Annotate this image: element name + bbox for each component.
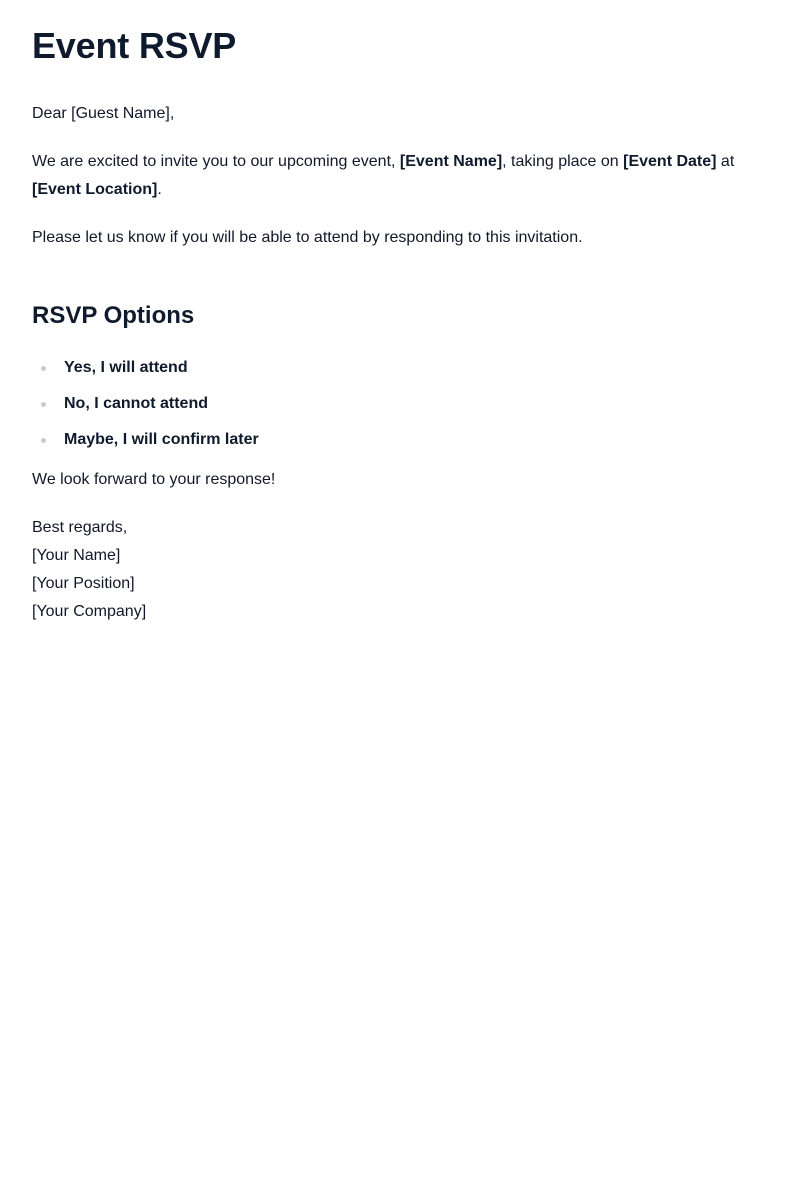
rsvp-option-maybe <box>32 426 768 454</box>
greeting-text: Dear [Guest Name], <box>32 105 175 122</box>
rsvp-option-label: Maybe, I will confirm later <box>64 431 259 448</box>
response-request-text: Please let us know if you will be able to attend by responding to this invitation. <box>32 229 583 246</box>
closing-text: We look forward to your response! <box>32 471 276 488</box>
invitation-paragraph <box>32 148 768 204</box>
rsvp-options-list <box>32 354 768 454</box>
sender-name: [Your Name] <box>32 547 121 564</box>
bullet-icon <box>41 366 46 371</box>
regards-text: Best regards, <box>32 519 128 536</box>
bullet-icon <box>41 438 46 443</box>
sender-company: [Your Company] <box>32 603 147 620</box>
bullet-icon <box>41 402 46 407</box>
rsvp-option-no <box>32 390 768 418</box>
rsvp-options-heading: RSVP Options <box>32 302 195 329</box>
invite-text-part: . <box>157 181 162 198</box>
rsvp-option-label: Yes, I will attend <box>64 359 188 376</box>
event-date-placeholder: [Event Date] <box>623 153 717 170</box>
rsvp-option-yes <box>32 354 768 382</box>
invite-text-part: We are excited to invite you to our upcoming event, <box>32 153 400 170</box>
invite-text-part: , taking place on <box>502 153 624 170</box>
sender-position: [Your Position] <box>32 575 135 592</box>
event-location-placeholder: [Event Location] <box>32 181 158 198</box>
invite-text-part: at <box>716 153 735 170</box>
page-title: Event RSVP <box>32 25 237 66</box>
rsvp-option-label: No, I cannot attend <box>64 395 208 412</box>
event-name-placeholder: [Event Name] <box>399 153 503 170</box>
signature-block <box>32 514 768 626</box>
